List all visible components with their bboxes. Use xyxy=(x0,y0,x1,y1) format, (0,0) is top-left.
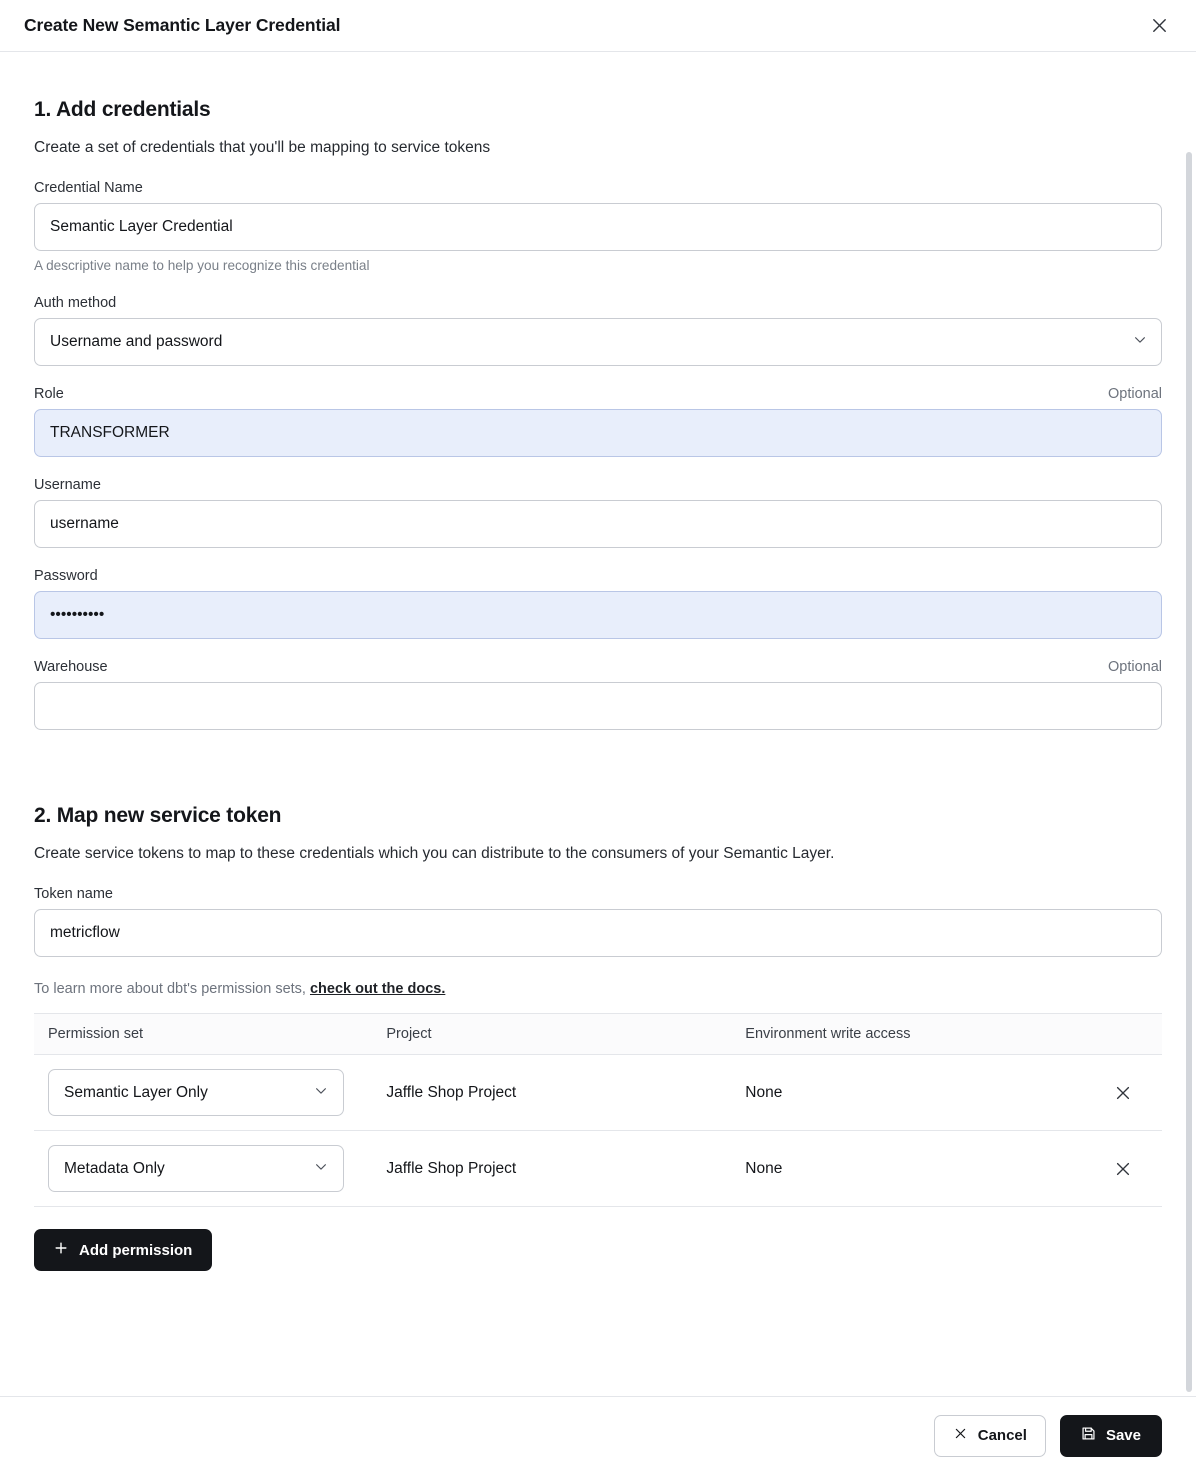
auth-method-label: Auth method xyxy=(34,295,117,312)
table-row xyxy=(34,1131,1162,1207)
field-username xyxy=(34,477,1162,548)
cell-project: Jaffle Shop Project xyxy=(372,1131,731,1207)
save-button[interactable] xyxy=(1060,1415,1162,1457)
field-password xyxy=(34,568,1162,639)
token-name-input[interactable] xyxy=(34,909,1162,957)
field-auth-method xyxy=(34,295,1162,366)
scrollbar-thumb[interactable] xyxy=(1186,152,1192,1392)
field-credential-name xyxy=(34,180,1162,273)
warehouse-input[interactable] xyxy=(34,682,1162,730)
field-token-name xyxy=(34,886,1162,957)
username-label: Username xyxy=(34,477,101,494)
permission-set-select[interactable] xyxy=(48,1145,344,1192)
cell-permission-set xyxy=(34,1131,372,1207)
column-header-permission-set: Permission set xyxy=(34,1014,372,1055)
remove-permission-row-icon[interactable] xyxy=(1109,1155,1137,1183)
field-role xyxy=(34,386,1162,457)
save-label: Save xyxy=(1105,1427,1141,1444)
credential-name-help: A descriptive name to help you recognize this credential xyxy=(34,258,370,274)
auth-method-select[interactable] xyxy=(34,318,1162,366)
chevron-down-icon xyxy=(314,1159,328,1178)
role-label: Role xyxy=(34,386,64,403)
section-heading-map-service-token: 2. Map new service token xyxy=(34,804,282,828)
plus-icon xyxy=(54,1241,68,1259)
cell-environment-write-access: None xyxy=(731,1131,1069,1207)
warehouse-label: Warehouse xyxy=(34,659,108,676)
cancel-button[interactable] xyxy=(934,1415,1046,1457)
permission-set-value: Metadata Only xyxy=(64,1159,165,1177)
vertical-scrollbar[interactable] xyxy=(1186,104,1192,1382)
warehouse-optional-tag: Optional xyxy=(1107,659,1162,676)
section-heading-add-credentials: 1. Add credentials xyxy=(34,98,211,121)
cell-remove xyxy=(1070,1131,1162,1207)
docs-hint-text: To learn more about dbt's permission sets, xyxy=(34,981,306,998)
field-warehouse xyxy=(34,659,1162,730)
credential-name-label: Credential Name xyxy=(34,180,143,197)
password-input[interactable] xyxy=(34,591,1162,639)
section-description-add-credentials: Create a set of credentials that you'll be mapping to service tokens xyxy=(34,139,491,156)
permission-set-select[interactable] xyxy=(48,1069,344,1116)
permission-set-value: Semantic Layer Only xyxy=(64,1083,208,1101)
docs-link[interactable]: check out the docs. xyxy=(309,981,446,998)
table-row xyxy=(34,1055,1162,1131)
modal-body xyxy=(0,52,1196,1396)
credential-name-input[interactable] xyxy=(34,203,1162,251)
remove-permission-row-icon[interactable] xyxy=(1109,1079,1137,1107)
column-header-remove xyxy=(1070,1014,1162,1055)
chevron-down-icon xyxy=(314,1083,328,1102)
window-bottom-edge xyxy=(0,1464,1196,1474)
column-header-environment-write-access: Environment write access xyxy=(731,1014,1069,1055)
cell-remove xyxy=(1070,1055,1162,1131)
page-title: Create New Semantic Layer Credential xyxy=(24,15,341,35)
add-permission-label: Add permission xyxy=(79,1241,193,1259)
permissions-table xyxy=(34,1013,1162,1207)
add-permission-button[interactable] xyxy=(34,1229,212,1271)
role-input[interactable] xyxy=(34,409,1162,457)
close-icon xyxy=(953,1426,968,1445)
cancel-label: Cancel xyxy=(977,1427,1027,1444)
section-description-map-service-token: Create service tokens to map to these credentials which you can distribute to the consumers of your Semantic Layer. xyxy=(34,845,835,863)
docs-hint xyxy=(34,981,1162,997)
modal-scroll-content xyxy=(34,52,1162,1271)
cell-permission-set xyxy=(34,1055,372,1131)
save-disk-icon xyxy=(1081,1426,1096,1445)
password-label: Password xyxy=(34,568,98,585)
close-icon[interactable] xyxy=(1144,11,1174,41)
username-input[interactable] xyxy=(34,500,1162,548)
auth-method-value: Username and password xyxy=(50,333,223,351)
modal-header xyxy=(0,0,1196,52)
column-header-project: Project xyxy=(372,1014,731,1055)
cell-environment-write-access: None xyxy=(731,1055,1069,1131)
cell-project: Jaffle Shop Project xyxy=(372,1055,731,1131)
role-optional-tag: Optional xyxy=(1107,386,1162,403)
table-header-row xyxy=(34,1014,1162,1055)
token-name-label: Token name xyxy=(34,886,113,903)
modal-footer xyxy=(0,1396,1196,1474)
